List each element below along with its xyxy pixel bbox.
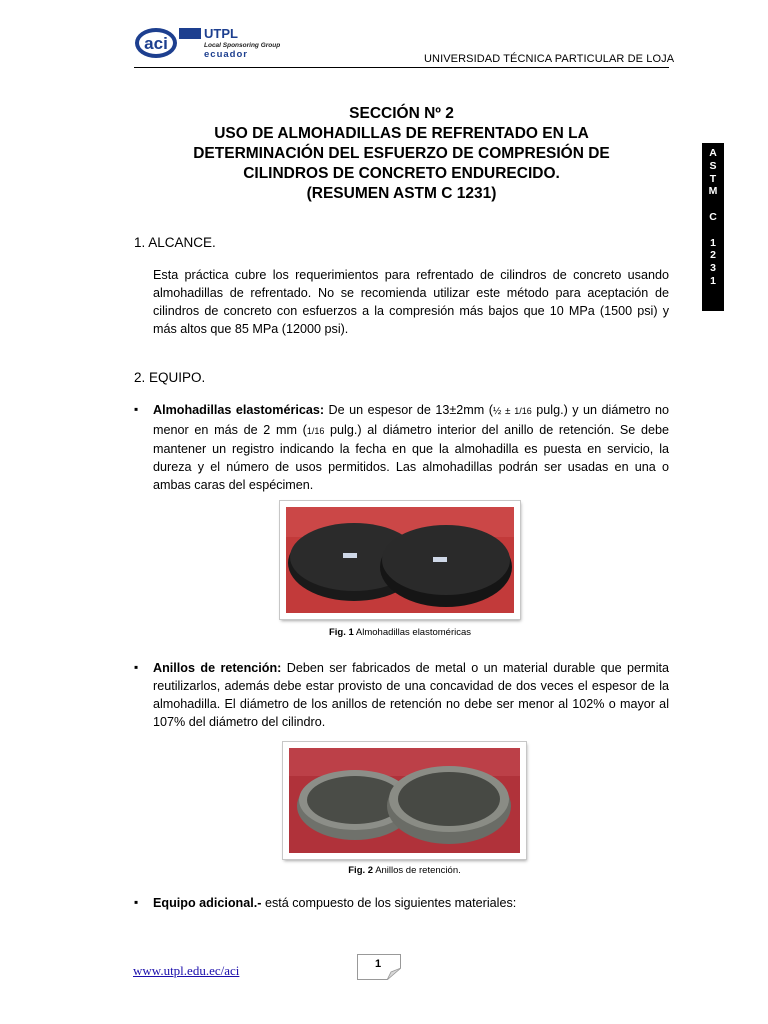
figure-2-frame (283, 742, 526, 859)
sidebar-char: C (709, 210, 717, 223)
section-1-heading: 1. ALCANCE. (134, 235, 216, 250)
title-line-4: CILINDROS DE CONCRETO ENDURECIDO. (243, 165, 560, 182)
fraction-sixteenth: 1/16 (514, 406, 532, 416)
sidebar-spacer (702, 224, 724, 237)
figure-1-caption-text: Almohadillas elastoméricas (355, 627, 472, 638)
item-almohadillas-text-1: De un espesor de 13±2mm ( (328, 403, 493, 417)
astm-sidebar (702, 143, 724, 311)
elastomeric-pads-photo (280, 501, 520, 619)
figure-1-label: Fig. 1 (328, 627, 354, 638)
sidebar-spacer (702, 198, 724, 211)
item-almohadillas-label: Almohadillas elastoméricas: (153, 403, 325, 417)
figure-2-caption-text: Anillos de retención. (375, 865, 461, 876)
logo-ecuador-text: ecuador (204, 49, 248, 60)
title-line-3: DETERMINACIÓN DEL ESFUERZO DE COMPRESIÓN DE (193, 145, 610, 162)
bullet-icon: ▪ (134, 660, 139, 674)
title-line-1: SECCIÓN Nº 2 (349, 105, 454, 122)
item-anillos-text: Deben ser fabricados de metal o un material durable que permita reutilizarlos, además debe estar provisto de una concavidad de dos veces el espesor de la almohadilla. El diámetro de los anillos de retención no debe ser menor al 102% o mayor al 107% del diámetro del cilindro. (153, 661, 670, 729)
sidebar-char: 1 (710, 274, 716, 287)
title-line-2: USO DE ALMOHADILLAS DE REFRENTADO EN LA (214, 125, 589, 142)
logo-group-text: Local Sponsoring Group (204, 42, 281, 49)
title-line-5: (RESUMEN ASTM C 1231) (306, 185, 497, 202)
bullet-icon: ▪ (134, 895, 139, 909)
figure-2-caption (283, 865, 526, 876)
sidebar-char: M (708, 185, 718, 198)
item-almohadillas-text-2: pulg.) y un diámetro no menor en más de 2 mm ( (153, 403, 669, 437)
aci-utpl-logo (134, 25, 294, 61)
bullet-icon: ▪ (134, 402, 139, 416)
figure-1-frame (280, 501, 520, 619)
item-almohadillas-text-3: pulg.) al diámetro interior del anillo de retención. Se debe mantener un registro indicando la fecha en que la almohadilla es puesta en servicio, la dureza y el número de usos permitidos. Las almohadillas podrán ser usadas en una o ambas caras del espécimen. (153, 423, 669, 492)
figure-2-label: Fig. 2 (348, 865, 374, 876)
item-equipo-adicional (153, 894, 669, 912)
section-1-paragraph: Esta práctica cubre los requerimientos para refrentado de cilindros de concreto usando almohadillas de refrentado. No se recomienda utilizar este método para aceptación de cilindros de concreto con esfuerzos a la compresión más bajos que 10 MPa (1500 psi) y más altos que 85 MPa (12000 psi). (153, 268, 669, 336)
section-2-heading: 2. EQUIPO. (134, 370, 206, 385)
item-almohadillas (153, 401, 669, 494)
logo-utpl-text: UTPL (204, 26, 238, 41)
sidebar-char: 2 (710, 249, 716, 262)
sidebar-char: S (709, 159, 717, 172)
university-name: UNIVERSIDAD TÉCNICA PARTICULAR DE LOJA (424, 53, 675, 65)
figure-1-caption (280, 627, 520, 638)
fraction-sixteenth: 1/16 (306, 426, 325, 436)
sidebar-char: 1 (710, 236, 716, 249)
item-anillos (153, 659, 669, 731)
sidebar-char: T (709, 172, 717, 185)
item-equipo-adicional-text: está compuesto de los siguientes materiales: (261, 896, 517, 910)
sidebar-char: 3 (710, 262, 716, 275)
item-equipo-adicional-label: Equipo adicional.- (153, 896, 262, 910)
logo-aci-text: aci (144, 34, 168, 53)
item-anillos-label: Anillos de retención: (153, 661, 282, 675)
page-number: 1 (374, 958, 382, 970)
header-rule (134, 67, 669, 68)
fraction-half: ½ ± (492, 406, 515, 417)
sidebar-char: A (709, 147, 717, 159)
retention-rings-photo (283, 742, 526, 859)
aci-website-link[interactable]: www.utpl.edu.ec/aci (133, 963, 240, 978)
document-title (134, 104, 669, 204)
